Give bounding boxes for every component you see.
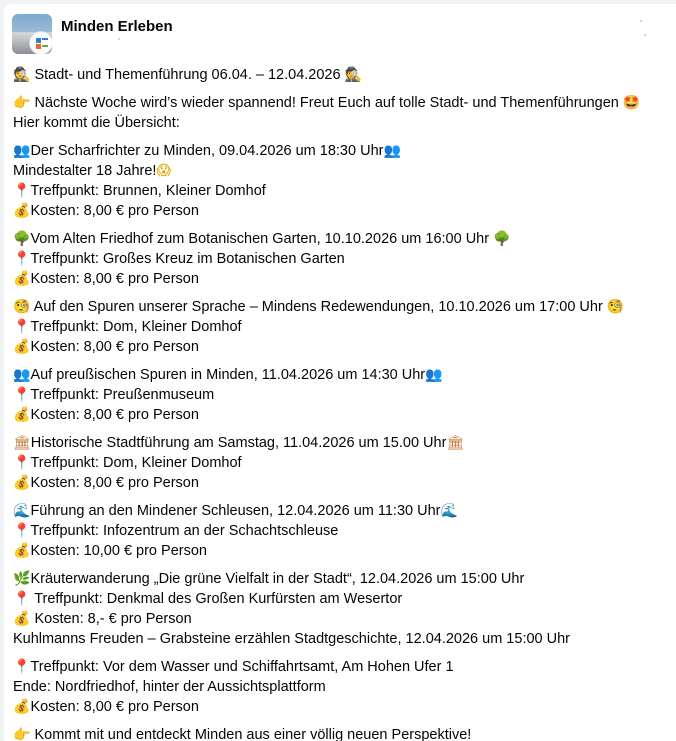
detective-icon: 🕵 [344,67,363,83]
tour-meeting-line [13,657,673,677]
tour-cost-line [13,337,673,357]
money-bag-icon: 💰 [13,203,31,219]
tour-cost-line [13,405,673,425]
tour-note-line [13,161,673,181]
logo-badge-icon [29,31,52,54]
star-struck-icon: 🤩 [622,95,641,111]
tour-title-line [13,629,673,649]
post-card [4,4,676,741]
pointing-hand-icon: 👉 [13,727,31,741]
divider-dot [118,38,120,40]
tour-meeting: Treffpunkt: Großes Kreuz im Botanischen Garten [30,251,345,267]
overview-line: Hier kommt die Übersicht: [13,115,180,131]
tour-cost-line [13,473,673,493]
tour-cost: Kosten: 10,00 € pro Person [30,543,207,559]
tour-cost-line [13,609,673,629]
money-bag-icon: 💰 [13,339,31,355]
monocle-face-icon: 🧐 [13,299,31,315]
money-bag-icon: 💰 [13,271,31,287]
tour-cost: Kosten: 8,00 € pro Person [30,271,199,287]
building-icon: 🏛 [446,435,465,451]
tour-meeting-line [13,521,673,541]
tree-icon: 🌳 [13,231,31,247]
tour-meeting: Treffpunkt: Dom, Kleiner Domhof [30,319,242,335]
tour-title: Vom Alten Friedhof zum Botanischen Garten, 10.10.2026 um 16:00 Uhr [30,231,490,247]
page-name-link[interactable]: Minden Erleben [61,18,173,35]
pin-icon: 📍 [13,591,31,607]
detective-icon: 🕵 [13,67,31,83]
tour-meeting: Treffpunkt: Brunnen, Kleiner Domhof [30,183,266,199]
tour-meeting-line [13,317,673,337]
tour-title-line [13,229,673,249]
people-icon: 👥 [13,367,31,383]
tour-note: Mindestalter 18 Jahre! [13,163,157,179]
tour-end-line [13,677,673,697]
people-icon: 👥 [13,143,31,159]
post-body [13,65,673,741]
tour-meeting: Treffpunkt: Preußenmuseum [30,387,215,403]
herb-icon: 🌿 [13,571,31,587]
tour-title-line [13,569,673,589]
tour-cost: Kosten: 8,00 € pro Person [30,407,199,423]
tour-title: Historische Stadtführung am Samstag, 11.04.2026 um 15.00 Uhr [30,435,447,451]
tour-meeting-line [13,385,673,405]
tree-icon: 🌳 [493,231,511,247]
scream-icon: 😱 [156,163,172,179]
tour-cost-line [13,697,673,717]
tour-title-line [13,501,673,521]
post-title-line [13,65,673,85]
tour-title: Führung an den Mindener Schleusen, 12.04.2026 um 11:30 Uhr [30,503,441,519]
building-icon: 🏛 [13,435,31,451]
tour-cost-line [13,541,673,561]
pin-icon: 📍 [13,455,31,471]
money-bag-icon: 💰 [13,543,31,559]
money-bag-icon: 💰 [13,475,31,491]
pin-icon: 📍 [13,523,31,539]
monocle-face-icon: 🧐 [606,299,625,315]
pin-icon: 📍 [13,387,31,403]
tour-title-line [13,365,673,385]
pin-icon: 📍 [13,251,31,267]
wave-icon: 🌊 [13,503,31,519]
money-bag-icon: 💰 [13,699,31,715]
tour-meeting: Treffpunkt: Dom, Kleiner Domhof [30,455,242,471]
tour-cost: Kosten: 8,00 € pro Person [30,339,199,355]
money-bag-icon: 💰 [13,407,31,423]
tour-cost: Kosten: 8,00 € pro Person [30,475,199,491]
post-title: Stadt- und Themenführung 06.04. – 12.04.2026 [34,67,341,83]
post-header [12,14,632,58]
people-icon: 👥 [383,143,401,159]
tour-title: Kräuterwanderung „Die grüne Vielfalt in der Stadt“, 12.04.2026 um 15:00 Uhr [30,571,525,587]
tour-cost-line [13,269,673,289]
pin-icon: 📍 [13,659,31,675]
pointing-hand-icon: 👉 [13,95,31,111]
tour-title: Der Scharfrichter zu Minden, 09.04.2026 um 18:30 Uhr [30,143,384,159]
tour-meeting-line [13,589,673,609]
intro-text: Nächste Woche wird’s wieder spannend! Freut Euch auf tolle Stadt- und Themenführungen [34,95,619,111]
people-icon: 👥 [425,367,443,383]
tour-cost: Kosten: 8,00 € pro Person [30,699,199,715]
tour-meeting-line [13,453,673,473]
tour-end: Ende: Nordfriedhof, hinter der Aussichtsplattform [13,679,326,695]
intro-line [13,93,673,113]
closing-line [13,725,673,741]
money-bag-icon: 💰 [13,611,31,627]
wave-icon: 🌊 [440,503,458,519]
closing-text: Kommt mit und entdeckt Minden aus einer völlig neuen Perspektive! [34,727,472,741]
tour-meeting: Treffpunkt: Vor dem Wasser und Schiffahrtsamt, Am Hohen Ufer 1 [30,659,454,675]
tour-meeting: Treffpunkt: Infozentrum an der Schachtschleuse [30,523,339,539]
tour-meeting-line [13,249,673,269]
tour-cost: Kosten: 8,00 € pro Person [30,203,199,219]
pin-icon: 📍 [13,183,31,199]
tour-cost-line [13,201,673,221]
tour-title-line [13,141,673,161]
tour-meeting: Treffpunkt: Denkmal des Großen Kurfürsten am Wesertor [30,591,403,607]
tour-title-line [13,433,673,453]
page-avatar[interactable] [12,14,52,54]
divider-dot [644,34,646,36]
tour-title: Kuhlmanns Freuden – Grabsteine erzählen Stadtgeschichte, 12.04.2026 um 15:00 Uhr [13,631,570,647]
tour-meeting-line [13,181,673,201]
pin-icon: 📍 [13,319,31,335]
tour-cost: Kosten: 8,- € pro Person [30,611,192,627]
tour-title-line [13,297,673,317]
tour-title: Auf preußischen Spuren in Minden, 11.04.2026 um 14:30 Uhr [30,367,426,383]
divider-dot [640,20,642,22]
tour-title: Auf den Spuren unserer Sprache – Mindens Redewendungen, 10.10.2026 um 17:00 Uhr [33,299,603,315]
